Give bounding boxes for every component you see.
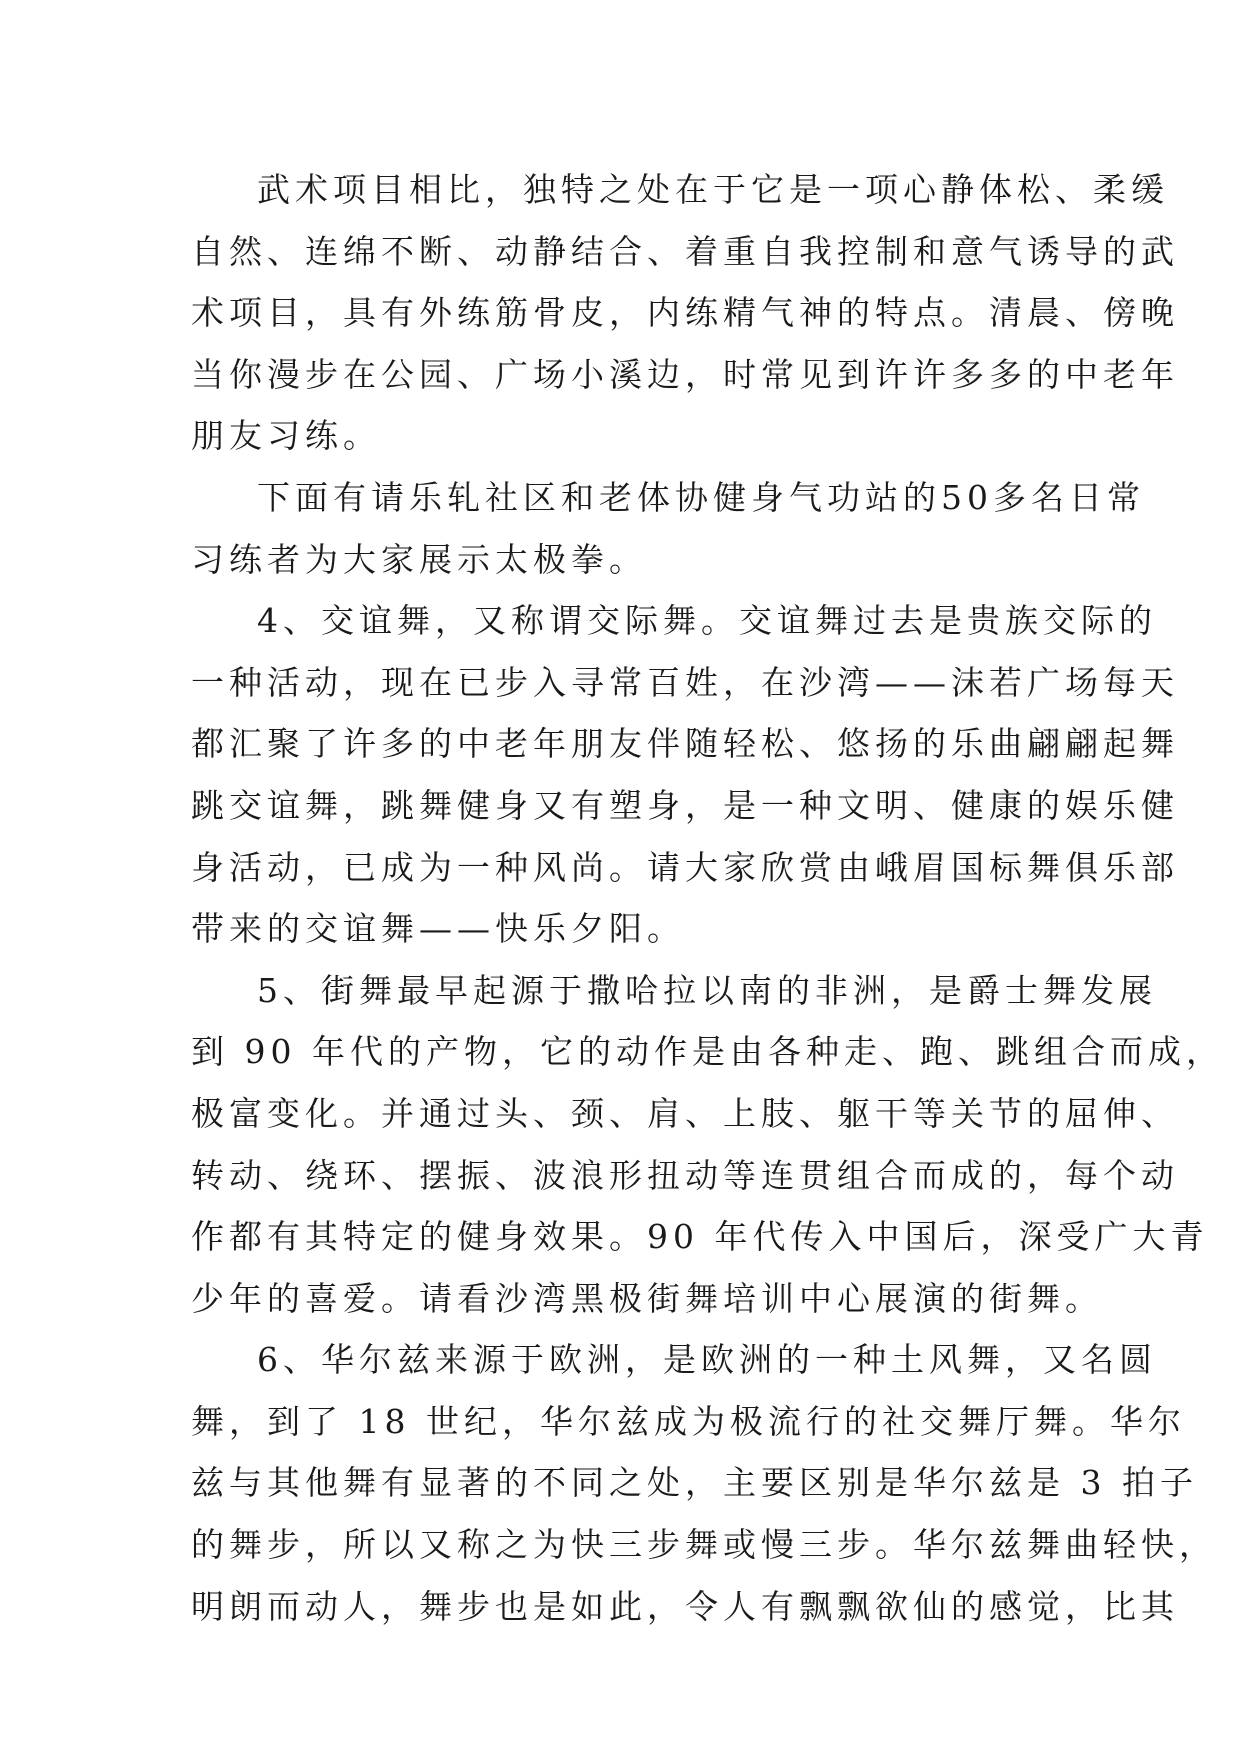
text-line: 朋友习练。 — [191, 416, 381, 456]
text-line: 兹与其他舞有显著的不同之处，主要区别是华尔兹是 3 拍子 — [191, 1463, 1198, 1503]
text-line: 5、街舞最早起源于撒哈拉以南的非洲，是爵士舞发展 — [257, 970, 1157, 1010]
text-line: 转动、绕环、摆振、波浪形扭动等连贯组合而成的，每个动 — [191, 1155, 1179, 1195]
text-line: 极富变化。并通过头、颈、肩、上肢、躯干等关节的屈伸、 — [191, 1093, 1179, 1133]
text-line: 当你漫步在公园、广场小溪边，时常见到许许多多的中老年 — [191, 354, 1179, 394]
text-line: 一种活动，现在已步入寻常百姓，在沙湾——沫若广场每天 — [191, 662, 1179, 702]
text-line: 4、交谊舞，又称谓交际舞。交谊舞过去是贵族交际的 — [257, 601, 1157, 641]
paragraph-street-dance — [191, 960, 1224, 1330]
paragraph-taiji-intro — [191, 159, 1179, 467]
paragraph-waltz — [191, 1329, 1217, 1637]
text-line: 武术项目相比，独特之处在于它是一项心静体松、柔缓 — [257, 170, 1169, 209]
text-line: 下面有请乐轧社区和老体协健身气功站的50多名日常 — [257, 477, 1145, 517]
text-line: 习练者为大家展示太极拳。 — [191, 539, 647, 579]
text-line: 都汇聚了许多的中老年朋友伴随轻松、悠扬的乐曲翩翩起舞 — [191, 724, 1179, 764]
paragraph-ballroom — [191, 590, 1179, 960]
body-text — [191, 159, 1224, 1637]
text-line: 舞，到了 18 世纪，华尔兹成为极流行的社交舞厅舞。华尔 — [191, 1401, 1186, 1441]
text-line: 跳交谊舞，跳舞健身又有塑身，是一种文明、健康的娱乐健 — [191, 785, 1179, 825]
text-line: 少年的喜爱。请看沙湾黑极街舞培训中心展演的街舞。 — [191, 1278, 1103, 1318]
text-line: 明朗而动人，舞步也是如此，令人有飘飘欲仙的感觉，比其 — [191, 1586, 1179, 1626]
text-line: 6、华尔兹来源于欧洲，是欧洲的一种土风舞，又名圆 — [257, 1340, 1157, 1380]
text-line: 到 90 年代的产物，它的动作是由各种走、跑、跳组合而成， — [191, 1032, 1224, 1072]
text-line: 作都有其特定的健身效果。90 年代传入中国后，深受广大青 — [191, 1217, 1209, 1257]
paragraph-taiji-show — [191, 467, 1145, 590]
text-line: 自然、连绵不断、动静结合、着重自我控制和意气诱导的武 — [191, 231, 1179, 271]
text-line: 术项目，具有外练筋骨皮，内练精气神的特点。清晨、傍晚 — [191, 293, 1179, 333]
text-line: 身活动，已成为一种风尚。请大家欣赏由峨眉国标舞俱乐部 — [191, 847, 1179, 887]
text-line: 的舞步，所以又称之为快三步舞或慢三步。华尔兹舞曲轻快， — [191, 1525, 1217, 1565]
text-line: 带来的交谊舞——快乐夕阳。 — [191, 909, 685, 949]
